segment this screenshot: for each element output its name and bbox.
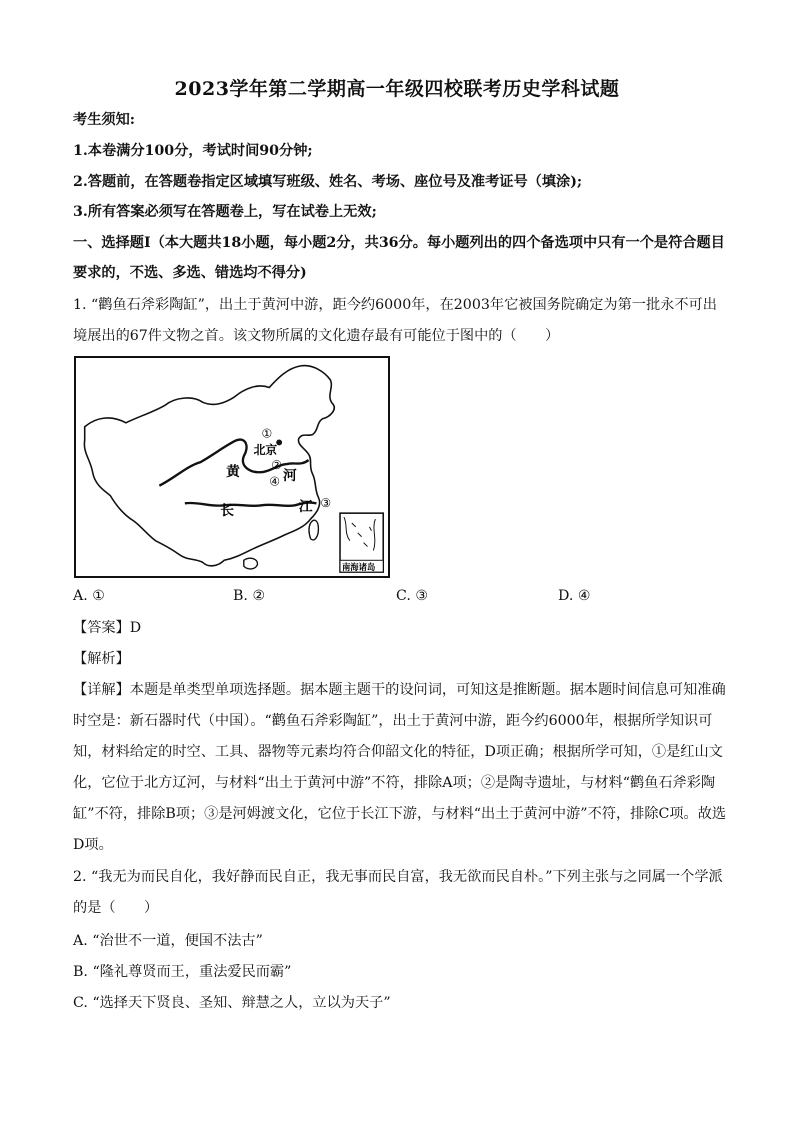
section-heading: 一、选择题Ⅰ（本大题共18小题，每小题2分，共36分。每小题列出的四个备选项中只有一个是符合题目要求的，不选、多选、错选均不得分) [73, 235, 725, 281]
q1-option-a: A. ① [73, 588, 105, 604]
q1-detail [73, 675, 727, 861]
label-chang: 长 [220, 503, 234, 520]
question-1-stem: 1. “鹳鱼石斧彩陶缸”，出土于黄河中游，距今约6000年，在2003年它被国务院确定为第一批永不可出境展出的67件文物之首。该文物所属的文化遗存最有可能位于图中的（ ） [73, 297, 717, 344]
detail-label: 【详解】 [73, 682, 130, 698]
china-map [76, 358, 388, 576]
label-beijing: 北京 [253, 443, 278, 458]
hainan-island [244, 558, 258, 569]
marker-3: ③ [320, 496, 331, 511]
china-outline [84, 366, 334, 566]
label-he: 河 [283, 467, 297, 484]
taiwan-island [309, 520, 318, 540]
marker-2: ② [271, 457, 282, 472]
q2-option-a: A. “治世不一道，便国不法古” [73, 933, 263, 949]
q2-option-c: C. “选择天下贤良、圣知、辩慧之人，立以为天子” [73, 995, 391, 1011]
answer-value: D [129, 620, 142, 636]
notice-item-1: 1.本卷满分100分，考试时间90分钟; [73, 143, 313, 159]
label-huang: 黄 [226, 463, 240, 480]
answer-label: 【答案】 [73, 620, 130, 636]
marker-4: ④ [269, 474, 280, 489]
q1-option-d: D. ④ [558, 588, 591, 604]
inset-caption: 南海诸岛 [341, 562, 376, 573]
notice-heading: 考生须知: [73, 112, 135, 128]
yangtze-river [185, 503, 317, 506]
china-map-figure [74, 356, 390, 578]
notice-item-3: 3.所有答案必须写在答题卷上，写在试卷上无效; [73, 204, 377, 220]
q1-option-b: B. ② [233, 588, 266, 604]
detail-text: 本题是单类型单项选择题。据本题主题干的设问词，可知这是推断题。据本题时间信息可知准确时空是：新石器时代（中国）。“鹳鱼石斧彩陶缸”，出土于黄河中游，距今约6000年，根据所学知识可知，材料给定的时空、工具、器物等元素均符合仰韶文化的特征，D项正确；根据所学可知，①是红山文化，它位于北方辽河，与材料“出土于黄河中游”不符，排除A项；②是陶寺遗址，与材料“鹳鱼石斧彩陶缸”不符，排除B项；③是河姆渡文化，它位于长江下游，与材料“出土于黄河中游”不符，排除C项。故选D项。 [73, 682, 727, 853]
notice-item-2: 2.答题前，在答题卷指定区域填写班级、姓名、考场、座位号及准考证号（填涂); [73, 174, 583, 190]
analysis-label: 【解析】 [73, 651, 130, 667]
q1-option-c: C. ③ [396, 588, 429, 604]
label-jiang: 江 [298, 499, 313, 516]
page-title: 2023学年第二学期高一年级四校联考历史学科试题 [174, 78, 620, 100]
question-2-stem: 2. “我无为而民自化，我好静而民自正，我无事而民自富，我无欲而民自朴。”下列主张与之同属一个学派的是（ ） [73, 869, 723, 916]
marker-1: ① [261, 426, 273, 441]
q1-answer-line [73, 618, 733, 638]
q2-option-b: B. “隆礼尊贤而王，重法爱民而霸” [73, 964, 292, 980]
